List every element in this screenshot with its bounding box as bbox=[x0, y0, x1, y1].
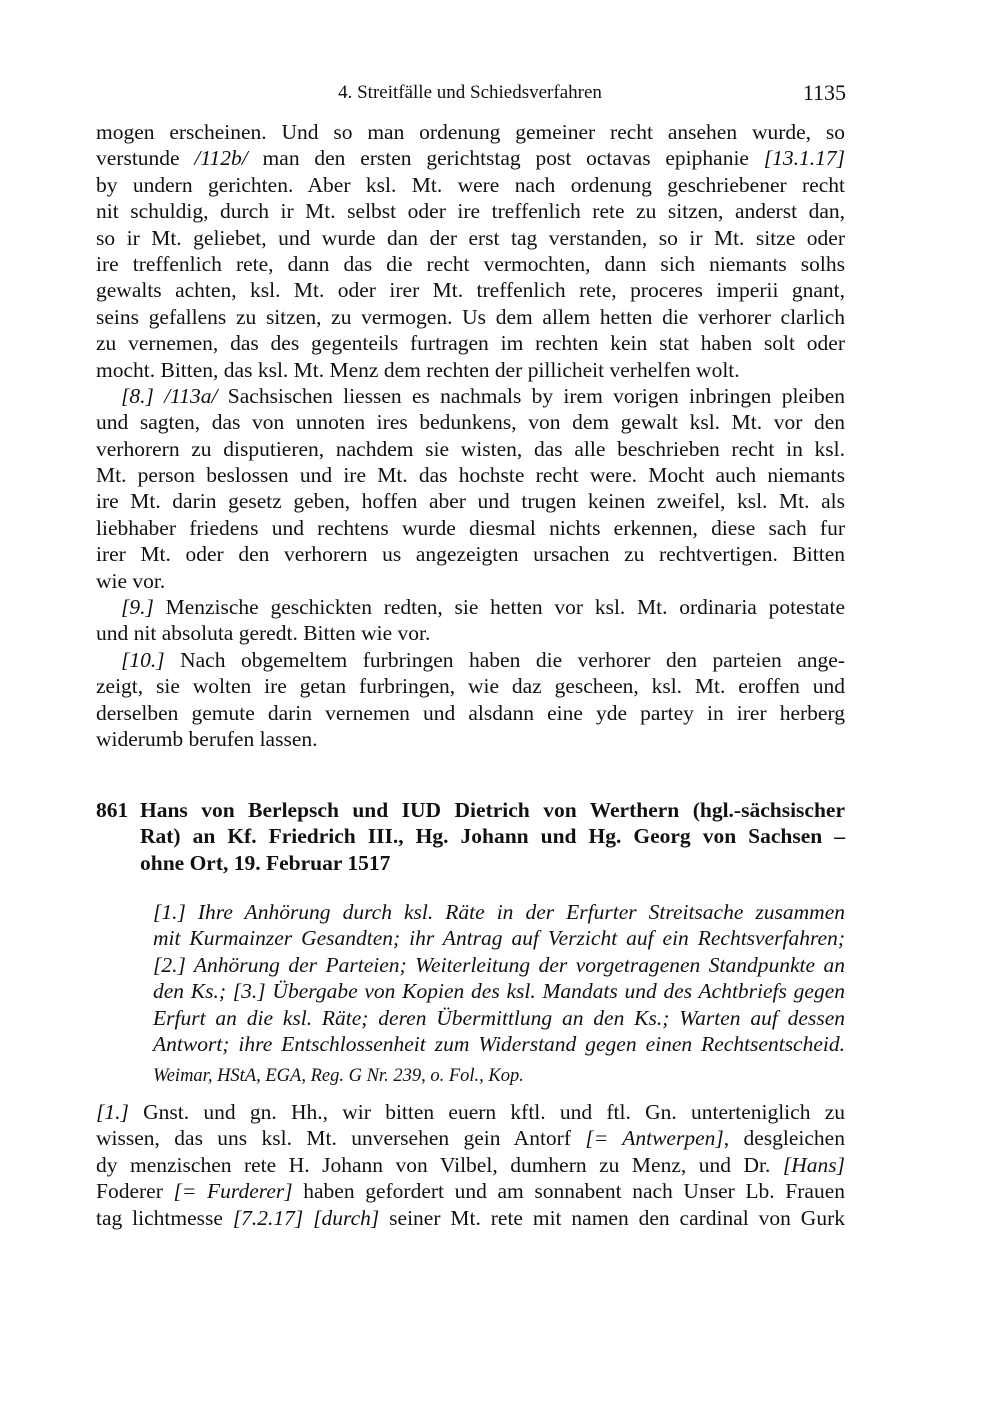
text-run: ire Mt. darin gesetz geben, hoffen aber und trugen keinen zweifel, ksl. Mt. als bbox=[96, 489, 845, 514]
italic-text: [1.] bbox=[96, 1100, 129, 1124]
text-line bbox=[96, 330, 845, 356]
text-line bbox=[96, 304, 845, 330]
italic-text: [9.] bbox=[121, 595, 154, 620]
text-run: seiner Mt. rete mit namen den cardinal von Gurk bbox=[379, 1205, 845, 1230]
document-summary bbox=[153, 899, 845, 1057]
document-heading bbox=[96, 797, 845, 876]
text-line bbox=[96, 462, 845, 488]
text-run: Mt. person beslossen und ire Mt. das hochste recht were. Mocht auch niemants bbox=[96, 463, 845, 488]
text-line bbox=[140, 797, 845, 823]
page-number: 1135 bbox=[802, 80, 846, 105]
text-run: liebhaber friedens und rechtens wurde diesmal nichts erkennen, diese sach fur bbox=[96, 515, 845, 540]
running-title: 4. Streitfälle und Schiedsverfahren bbox=[338, 82, 602, 103]
text-run: verstunde bbox=[96, 146, 195, 171]
italic-text: [7.2.17] [durch] bbox=[232, 1205, 380, 1230]
italic-text: [2.] Anhörung der Parteien; Weiterleitung der vorgetragenen Standpunkte an bbox=[153, 952, 845, 977]
italic-text: [1.] Ihre Anhörung durch ksl. Räte in der Erfurter Streitsache zusammen bbox=[153, 900, 845, 924]
text-run: Sachsischen liessen es nachmals by irem vorigen inbringen pleiben bbox=[217, 383, 845, 408]
text-run: , desgleichen bbox=[723, 1126, 845, 1151]
text-line bbox=[96, 515, 845, 541]
text-line bbox=[96, 700, 845, 726]
text-run: derselben gemute darin vernemen und alsdann eine yde partey in irer herberg bbox=[96, 700, 845, 725]
text-line bbox=[96, 488, 845, 514]
text-run: gewalts achten, ksl. Mt. oder irer Mt. treffenlich rete, proceres imperii gnant, bbox=[96, 278, 845, 303]
italic-text: Weimar, HStA, EGA, Reg. G Nr. 239, o. Fol., Kop. bbox=[153, 1066, 524, 1086]
text-run: Menzische geschickten redten, sie hetten vor ksl. Mt. ordinaria potestate bbox=[153, 595, 845, 620]
text-run: tag lichtmesse bbox=[96, 1205, 233, 1230]
text-run: zu vernemen, das des gegenteils furtragen im rechten kein stat haben solt oder bbox=[96, 331, 845, 356]
italic-text: mit Kurmainzer Gesandten; ihr Antrag auf Verzicht auf ein Rechtsverfahren; bbox=[153, 926, 845, 951]
text-line bbox=[153, 899, 845, 925]
text-run: Hans von Berlepsch und IUD Dietrich von Werthern (hgl.-sächsischer bbox=[140, 798, 845, 822]
text-line bbox=[96, 172, 845, 198]
italic-text: Antwort; ihre Entschlossenheit zum Widerstand gegen einen Rechtsentscheid. bbox=[153, 1031, 845, 1056]
text-run: nit schuldig, durch ir Mt. selbst oder ire treffenlich rete zu sitzen, anderst dan, bbox=[96, 199, 845, 224]
text-line bbox=[96, 357, 845, 383]
text-run: mogen erscheinen. Und so man ordenung gemeiner recht ansehen wurde, so bbox=[96, 120, 845, 144]
text-line bbox=[96, 673, 845, 699]
text-run: man den ersten gerichtstag post octavas epiphanie bbox=[247, 146, 764, 171]
text-line bbox=[96, 620, 845, 646]
text-run: widerumb berufen lassen. bbox=[96, 726, 318, 751]
text-run: ire treffenlich rete, dann das die recht vermochten, dann sich niemants solhs bbox=[96, 251, 845, 276]
text-line bbox=[153, 1031, 845, 1057]
document-text bbox=[96, 1099, 845, 1231]
document-number: 861 bbox=[96, 798, 129, 822]
italic-text: Erfurt an die ksl. Räte; deren Übermittlung an den Ks.; Warten auf dessen bbox=[153, 1005, 845, 1030]
text-line bbox=[96, 409, 845, 435]
italic-text: [10.] bbox=[121, 647, 165, 672]
text-line bbox=[96, 225, 845, 251]
text-run: und sagten, das von unnoten ires bedunkens, von dem gewalt ksl. Mt. vor den bbox=[96, 410, 845, 435]
text-run: haben gefordert und am sonnabent nach Unser Lb. Frauen bbox=[292, 1179, 845, 1204]
text-run: irer Mt. oder den verhorern us angezeigten ursachen zu rechtvertigen. Bitten bbox=[96, 542, 845, 567]
text-run: Rat) an Kf. Friedrich III., Hg. Johann und Hg. Georg von Sachsen – bbox=[140, 824, 845, 849]
italic-text: [= Furderer] bbox=[173, 1179, 293, 1204]
text-line bbox=[140, 823, 845, 849]
text-line bbox=[96, 594, 845, 620]
document-title bbox=[140, 797, 845, 876]
text-line bbox=[96, 541, 845, 567]
text-run: wie vor. bbox=[96, 568, 166, 593]
italic-text: den Ks.; [3.] Übergabe von Kopien des ksl. Mandats und des Achtbriefs gegen bbox=[153, 979, 845, 1004]
text-run: Nach obgemeltem furbringen haben die verhorer den parteien ange- bbox=[164, 647, 845, 672]
text-line bbox=[96, 145, 845, 171]
text-line bbox=[96, 1125, 845, 1151]
body-text bbox=[96, 119, 845, 752]
text-line bbox=[96, 647, 845, 673]
text-run: ohne Ort, 19. Februar 1517 bbox=[140, 850, 391, 875]
text-run: so ir Mt. geliebet, und wurde dan der erst tag verstanden, so ir Mt. sitze oder bbox=[96, 225, 845, 250]
text-run: Foderer bbox=[96, 1179, 174, 1204]
italic-text: /112b/ bbox=[194, 146, 248, 171]
text-line bbox=[96, 1099, 845, 1125]
text-line bbox=[96, 726, 845, 752]
text-line bbox=[140, 850, 845, 876]
text-run: verhorern zu disputieren, nachdem sie wisten, das alle beschrieben recht in ksl. bbox=[96, 436, 845, 461]
text-line bbox=[153, 952, 845, 978]
text-line bbox=[96, 277, 845, 303]
text-run: mocht. Bitten, das ksl. Mt. Menz dem rechten der pillicheit verhelfen wolt. bbox=[96, 357, 740, 382]
text-run: by undern gerichten. Aber ksl. Mt. were nach ordenung geschriebener recht bbox=[96, 172, 845, 197]
text-line bbox=[153, 1005, 845, 1031]
text-run: wissen, das uns ksl. Mt. unversehen gein Antorf bbox=[96, 1126, 586, 1151]
text-line bbox=[153, 925, 845, 951]
italic-text: [13.1.17] bbox=[763, 146, 845, 171]
text-line bbox=[153, 978, 845, 1004]
text-run: und nit absoluta geredt. Bitten wie vor. bbox=[96, 621, 431, 646]
text-line bbox=[96, 383, 845, 409]
text-line bbox=[96, 198, 845, 224]
italic-text: [8.] /113a/ bbox=[121, 383, 218, 408]
text-run: zeigt, sie wolten ire getan furbringen, wie daz gescheen, ksl. Mt. eroffen und bbox=[96, 674, 845, 699]
text-line bbox=[96, 568, 845, 594]
text-line bbox=[96, 436, 845, 462]
text-run: Gnst. und gn. Hh., wir bitten euern kftl. und ftl. Gn. unterteniglich zu bbox=[128, 1100, 845, 1124]
text-line bbox=[96, 119, 845, 145]
italic-text: [= Antwerpen] bbox=[585, 1126, 724, 1151]
text-line bbox=[96, 1152, 845, 1178]
text-line bbox=[96, 1178, 845, 1204]
text-line bbox=[96, 251, 845, 277]
text-run: seins gefallens zu sitzen, zu vermogen. Us dem allem hetten die verhorer clarlich bbox=[96, 304, 845, 329]
text-line bbox=[153, 1063, 845, 1089]
text-line bbox=[96, 1205, 845, 1231]
text-run: dy menzischen rete H. Johann von Vilbel, dumhern zu Menz, und Dr. bbox=[96, 1152, 783, 1177]
italic-text: [Hans] bbox=[782, 1152, 845, 1177]
source-reference bbox=[153, 1063, 845, 1089]
